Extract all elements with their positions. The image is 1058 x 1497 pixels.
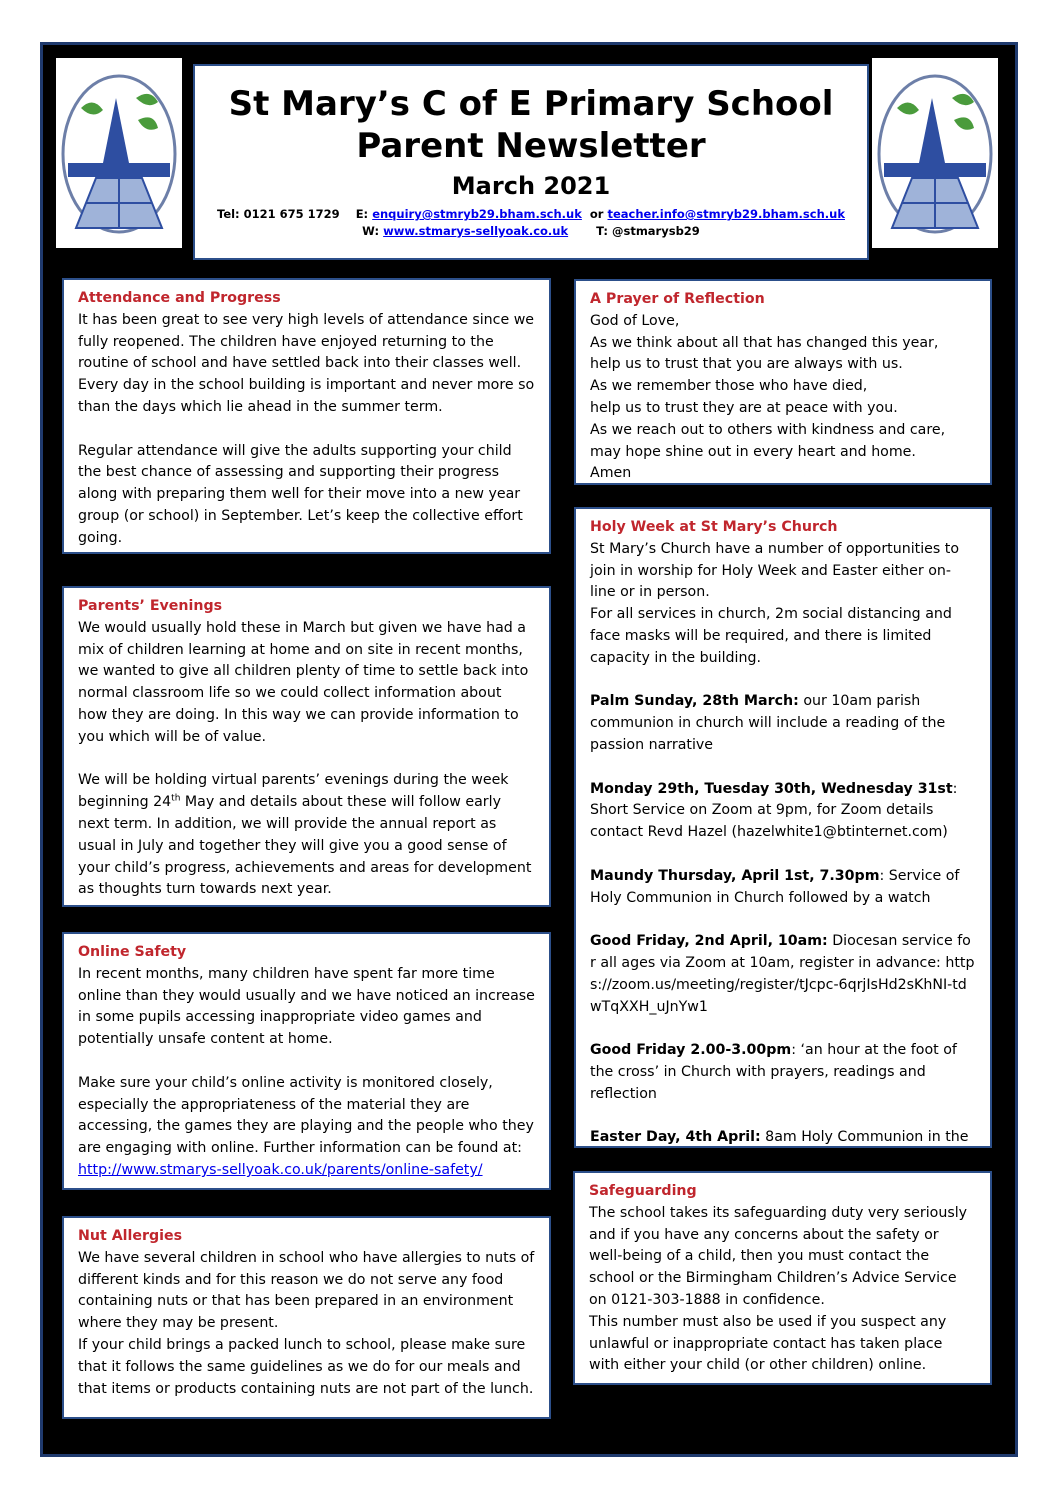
safeguarding-title: Safeguarding bbox=[589, 1183, 697, 1199]
online-safety-section bbox=[62, 932, 551, 1190]
parents-evenings-para-2: We will be holding virtual parents’ evenings during the week beginning 24th May and details about these will follow early next term. In addition, we will provide the annual report as usual in July and together they will give you a good sense of your child’s progress, achievements and areas for development as thoughts turn towards next year. bbox=[78, 772, 532, 898]
email-teacher-link[interactable]: teacher.info@stmryb29.bham.sch.uk bbox=[607, 207, 845, 221]
nut-allergies-para-1: We have several children in school who have allergies to nuts of different kinds and for this reason we do not serve any food containing nuts or that has been prepared in an environment where they may be present. bbox=[78, 1249, 535, 1332]
parents-evenings-section bbox=[62, 586, 551, 907]
prayer-line: As we reach out to others with kindness and care, bbox=[590, 421, 946, 438]
attendance-title: Attendance and Progress bbox=[78, 290, 281, 306]
service-item: Maundy Thursday, April 1st, 7.30pm: Service of Holy Communion in Church followed by a watch bbox=[590, 867, 960, 906]
attendance-section bbox=[62, 278, 551, 554]
school-name: St Mary’s C of E Primary School bbox=[228, 84, 834, 124]
prayer-title: A Prayer of Reflection bbox=[590, 291, 765, 307]
attendance-para-2: Regular attendance will give the adults supporting your child the best chance of assessing and supporting their progress along with preparing them well for their move into a new year group (or school) in September. Let’s keep the collective effort going. bbox=[78, 442, 523, 546]
holy-week-section bbox=[574, 507, 992, 1168]
newsletter-date: March 2021 bbox=[451, 172, 611, 200]
nut-allergies-title: Nut Allergies bbox=[78, 1228, 183, 1244]
online-safety-para-1: In recent months, many children have spent far more time online than they would usually and we have noticed an increase in some pupils accessing inappropriate video games and potentially unsafe content at home. bbox=[78, 965, 535, 1048]
twitter-handle: T: @stmarysb29 bbox=[596, 224, 700, 238]
prayer-line: As we remember those who have died, bbox=[590, 378, 868, 395]
safeguarding-section bbox=[573, 1171, 992, 1385]
prayer-line: God of Love, bbox=[590, 312, 680, 329]
service-item: Palm Sunday, 28th March: our 10am parish communion in church will include a reading of the passion narrative bbox=[590, 693, 946, 753]
safeguarding-para-2: This number must also be used if you suspect any unlawful or inappropriate contact has taken place with either your child (or other children) online. bbox=[589, 1313, 947, 1374]
prayer-line: help us to trust that you are always with us. bbox=[590, 356, 903, 373]
service-item: Good Friday 2.00-3.00pm: ‘an hour at the foot of the cross’ in Church with prayers, readings and reflection bbox=[590, 1042, 957, 1102]
holy-week-intro-1: St Mary’s Church have a number of opportunities to join in worship for Holy Week and Easter either on-line or in person. bbox=[590, 540, 960, 601]
newsletter-header bbox=[193, 64, 869, 260]
nut-allergies-section bbox=[62, 1216, 551, 1419]
prayer-line: Amen bbox=[590, 465, 632, 482]
school-logo-right bbox=[872, 58, 998, 248]
service-item: Monday 29th, Tuesday 30th, Wednesday 31st: Short Service on Zoom at 9pm, for Zoom details contact Revd Hazel (hazelwhite1@btinternet.com) bbox=[590, 780, 958, 841]
school-logo-left bbox=[56, 58, 182, 248]
safeguarding-para-1: The school takes its safeguarding duty very seriously and if you have any concerns about the safety or well-being of a child, then you must contact the school or the Birmingham Children’s Advice Service on 0121-303-1888 in confidence. bbox=[589, 1204, 968, 1308]
prayer-line: As we think about all that has changed this year, bbox=[590, 334, 939, 351]
service-item: Easter Day, 4th April: 8am Holy Communion in the Lady Chapel and 10am Parish Communion in church bbox=[590, 1129, 969, 1168]
contact-line-2: W: www.stmarys-sellyoak.co.uk T: @stmarysb29 bbox=[362, 224, 700, 238]
prayer-line: may hope shine out in every heart and home. bbox=[590, 443, 916, 460]
contact-line-1: Tel: 0121 675 1729 E: enquiry@stmryb29.bham.sch.uk or teacher.info@stmryb29.bham.sch.uk bbox=[217, 207, 845, 221]
prayer-section bbox=[574, 279, 992, 485]
attendance-para-1: It has been great to see very high levels of attendance since we fully reopened. The children have enjoyed returning to the routine of school and have settled back into their classes well. Every day in the school building is important and never more so than the days which lie ahead in the summer term. bbox=[78, 311, 535, 415]
email-enquiry-link[interactable]: enquiry@stmryb29.bham.sch.uk bbox=[372, 207, 582, 221]
prayer-line: help us to trust they are at peace with you. bbox=[590, 399, 898, 416]
online-safety-link[interactable]: http://www.stmarys-sellyoak.co.uk/parents/online-safety/ bbox=[78, 1161, 483, 1178]
nut-allergies-para-2: If your child brings a packed lunch to school, please make sure that it follows the same guidelines as we do for our meals and that items or products containing nuts are not part of the lunch. bbox=[78, 1336, 534, 1397]
website-link[interactable]: www.stmarys-sellyoak.co.uk bbox=[383, 224, 569, 238]
newsletter-title: Parent Newsletter bbox=[356, 126, 706, 166]
online-safety-para-2: Make sure your child’s online activity is monitored closely, especially the appropriateness of the material they are accessing, the games they are playing and the people who they are engaging with online. Further information can be found at: bbox=[78, 1074, 534, 1157]
holy-week-intro-2: For all services in church, 2m social distancing and face masks will be required, and there is limited capacity in the building. bbox=[590, 606, 952, 666]
parents-evenings-title: Parents’ Evenings bbox=[78, 598, 223, 614]
service-item: Good Friday, 2nd April, 10am: Diocesan service for all ages via Zoom at 10am, register in advance: https://zoom.us/meeting/register/tJcpc-6qrjIsHd2sKhNI-tdwTqXXH_uJnYw1 bbox=[590, 933, 975, 1015]
holy-week-title: Holy Week at St Mary’s Church bbox=[590, 519, 838, 535]
parents-evenings-para-1: We would usually hold these in March but given we have had a mix of children learning at home and on site in recent months, we wanted to give all children plenty of time to settle back into normal classroom life so we could collect information about how they are doing. In this way we can provide information to you which will be of value. bbox=[78, 619, 529, 745]
online-safety-title: Online Safety bbox=[78, 944, 187, 960]
tel: Tel: 0121 675 1729 bbox=[217, 207, 340, 221]
